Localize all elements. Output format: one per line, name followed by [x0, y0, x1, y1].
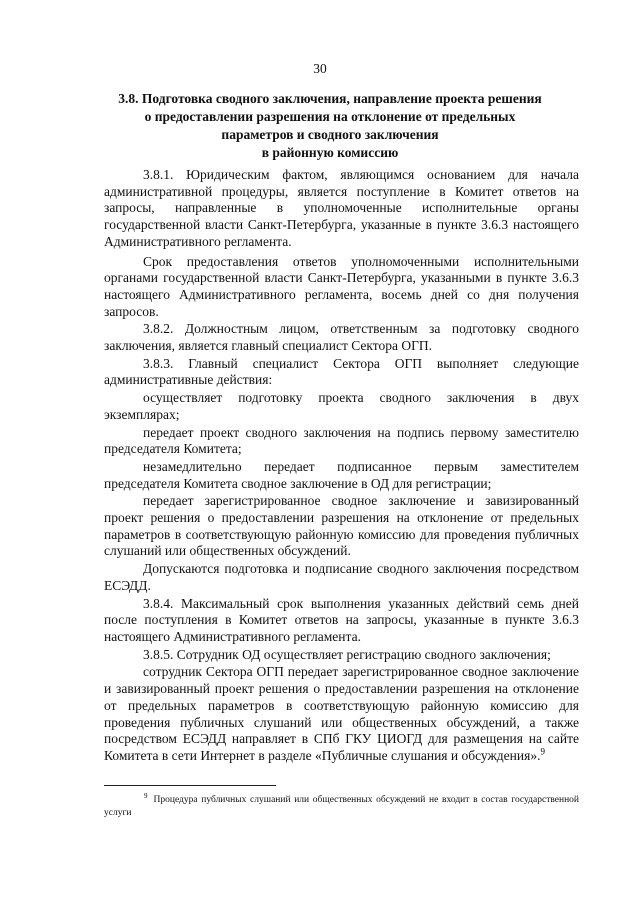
- heading-line: о предоставлении разрешения на отклонение от предельных: [144, 109, 516, 124]
- section-heading: [95, 90, 565, 162]
- heading-line: в районную комиссию: [261, 145, 399, 160]
- paragraph-action-4: передает зарегистрированное сводное заключение и завизированный проект решения о предоставлении разрешения на отклонение от предельных параметров в соответствующую районную комиссию для проведения публичных слушаний или общественных обсуждений.: [104, 493, 579, 559]
- paragraph-3-8-2: 3.8.2. Должностным лицом, ответственным за подготовку сводного заключения, является главный специалист Сектора ОГП.: [104, 321, 579, 354]
- footnote-separator: [104, 785, 276, 786]
- paragraph-final: [104, 664, 579, 764]
- footnote-reference: 9: [540, 746, 545, 757]
- paragraph-3-8-1: 3.8.1. Юридическим фактом, являющимся основанием для начала административной процедуры, является поступление в Комитет ответов на запросы, направленные в уполномоченные исполнительные органы государственной власти Санкт-Петербурга, указанные в пункте 3.6.3 настоящего Административного регламента.: [104, 167, 579, 249]
- footnote-mark: 9: [144, 792, 148, 800]
- footnote: [104, 790, 579, 820]
- paragraph-3-8-4: 3.8.4. Максимальный срок выполнения указанных действий семь дней после поступления в Комитет ответов на запросы, указанные в пункте 3.6.3 настоящего Административного регламента.: [104, 595, 579, 644]
- paragraph-final-text: сотрудник Сектора ОГП передает зарегистрированное сводное заключение и завизированный проект решения о предоставлении разрешения на отклонение от предельных параметров в соответствующую районную комиссию для проведения публичных слушаний или общественных обсуждений, а также посредством ЕСЭДД направляет в СПб ГКУ ЦИОГД для размещения на сайте Комитета в сети Интернет в разделе «Публичные слушания и обсуждения».: [104, 664, 579, 763]
- paragraph-3-8-3: 3.8.3. Главный специалист Сектора ОГП выполняет следующие административные действия:: [104, 355, 579, 388]
- paragraph-3-8-5: 3.8.5. Сотрудник ОД осуществляет регистрацию сводного заключения;: [143, 646, 551, 662]
- heading-line: 3.8. Подготовка сводного заключения, направление проекта решения: [118, 91, 542, 106]
- page-number: 30: [313, 61, 327, 76]
- paragraph-action-1: осуществляет подготовку проекта сводного заключения в двух экземплярах;: [104, 390, 579, 422]
- body-text: [104, 167, 579, 766]
- footnote-text: Процедура публичных слушаний или общественных обсуждений не входит в состав государственной услуги: [104, 795, 579, 819]
- paragraph-esedd: Допускаются подготовка и подписание сводного заключения посредством ЕСЭДД.: [104, 561, 579, 593]
- heading-line: параметров и сводного заключения: [221, 127, 439, 142]
- paragraph-response-term: Срок предоставления ответов уполномоченными исполнительными органами государственной власти Санкт-Петербурга, указанными в пункте 3.6.3 настоящего Административного регламента, восемь дней со дня получения запросов.: [104, 253, 579, 319]
- paragraph-action-2: передает проект сводного заключения на подпись первому заместителю председателя Комитета;: [104, 424, 579, 457]
- paragraph-action-3: незамедлительно передает подписанное первым заместителем председателя Комитета сводное заключение в ОД для регистрации;: [104, 458, 579, 491]
